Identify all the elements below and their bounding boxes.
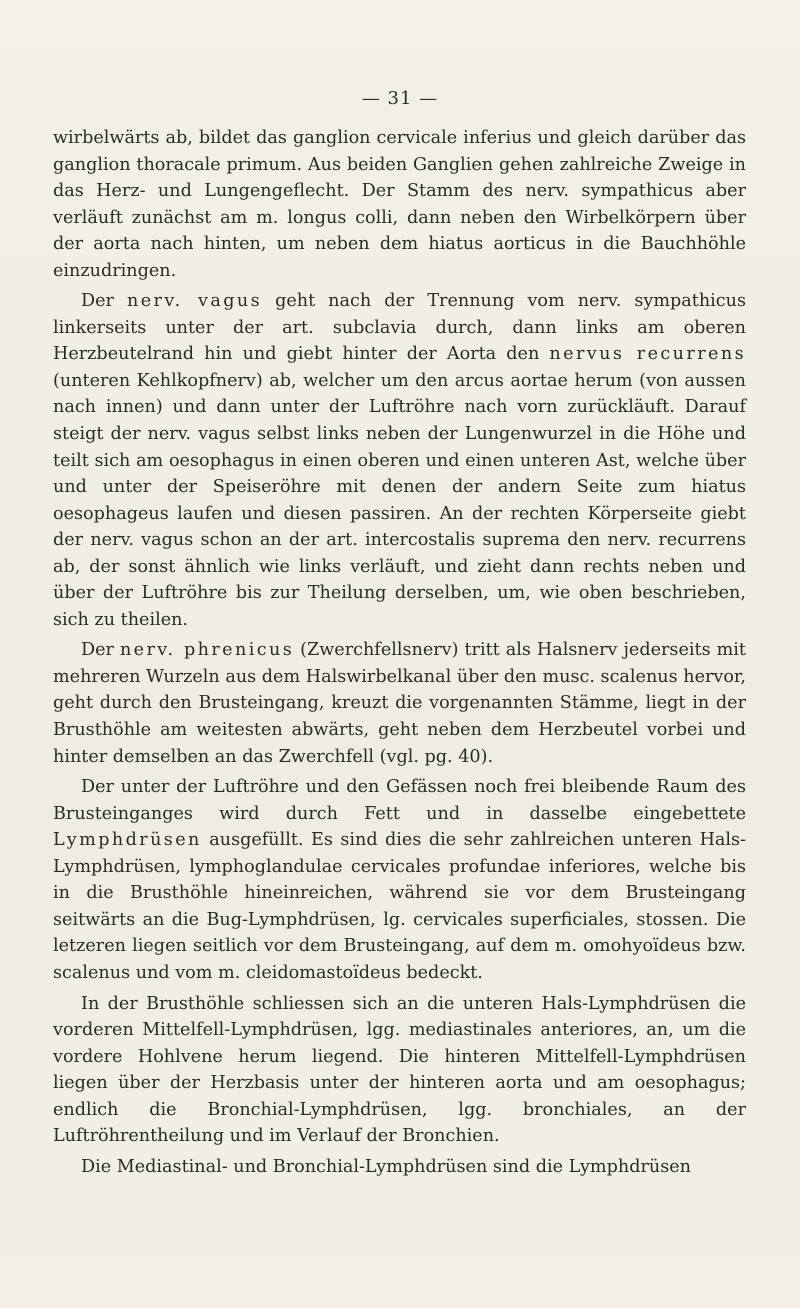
text-run: Der unter der Luftröhre und den Gefässen noch frei bleibende Raum des Brusteinganges wird durch Fett und in dasselbe eingebettete [53,777,746,824]
body-text [53,125,746,1184]
text-run: ausgefüllt. Es sind dies die sehr zahlreichen unteren Hals-Lymphdrüsen, lymphoglandulae cervicales profundae inferiores, welche bis in die Brusthöhle hineinreichen, während sie vor dem Brusteingang seitwärts an die Bug-Lymphdrüsen, lg. cervicales superficiales, stossen. Die letzeren liegen seitlich vor dem Brusteingang, auf dem m. omohyoïdeus bzw. scalenus und vom m. cleidomastoïdeus bedeckt. [53,830,746,983]
spaced-term: nervus recurrens [549,344,746,365]
paragraph [53,1154,746,1181]
text-run: Der [81,291,127,312]
text-run: (Zwerchfellsnerv) tritt als Halsnerv jederseits mit mehreren Wurzeln aus dem Halswirbelkanal über den musc. scalenus hervor, geht durch den Brusteingang, kreuzt die vorgenannten Stämme, liegt in der Brusthöhle am weitesten abwärts, geht neben dem Herzbeutel vorbei und hinter demselben an das Zwerchfell (vgl. pg. 40). [53,640,746,767]
page-number: — 31 — [361,88,439,109]
paragraph [53,774,746,986]
paragraph [53,991,746,1150]
text-run: wirbelwärts ab, bildet das ganglion cervicale inferius und gleich darüber das ganglion thoracale primum. Aus beiden Ganglien gehen zahlreiche Zweige in das Herz- und Lungengeflecht. Der Stamm des nerv. sympathicus aber verläuft zunächst am m. longus colli, dann neben den Wirbelkörpern über der aorta nach hinten, um neben dem hiatus aorticus in die Bauchhöhle einzudringen. [53,128,746,281]
text-run: (unteren Kehlkopfnerv) ab, welcher um den arcus aortae herum (von aussen nach innen) und dann unter der Luftröhre nach vorn zurückläuft. Darauf steigt der nerv. vagus selbst links neben der Lungenwurzel in die Höhe und teilt sich am oesophagus in einen oberen und einen unteren Ast, welche über und unter der Speiseröhre mit denen der andern Seite zum hiatus oesophageus laufen und diesen passiren. An der rechten Körperseite giebt der nerv. vagus schon an der art. intercostalis suprema den nerv. recurrens ab, der sonst ähnlich wie links verläuft, und zieht dann rechts neben und über der Luftröhre bis zur Theilung derselben, um, wie oben beschrieben, sich zu theilen. [53,370,746,630]
text-run: geht nach der Trennung vom nerv. sympathicus linkerseits unter der art. subclavia durch, dann links am oberen Herzbeutelrand hin und giebt hinter der Aorta den [53,291,746,365]
text-run: Der [81,640,120,661]
spaced-term: nerv. vagus [126,291,263,312]
paragraph [53,637,746,770]
text-run: In der Brusthöhle schliessen sich an die unteren Hals-Lymphdrüsen die vorderen Mittelfell-Lymphdrüsen, lgg. mediastinales anteriores, an, um die vordere Hohlvene herum liegend. Die hinteren Mittelfell-Lymphdrüsen liegen über der Herzbasis unter der hinteren aorta und am oesophagus; endlich die Bronchial-Lymphdrüsen, lgg. bronchiales, an der Luftröhrentheilung und im Verlauf der Bronchien. [53,993,746,1147]
spaced-term: Lymphdrüsen [53,830,202,851]
paragraph [53,288,746,633]
paragraph [53,125,746,284]
spaced-term: nerv. phrenicus [119,640,295,661]
text-run: Die Mediastinal- und Bronchial-Lymphdrüsen sind die Lymphdrüsen [81,1156,691,1177]
